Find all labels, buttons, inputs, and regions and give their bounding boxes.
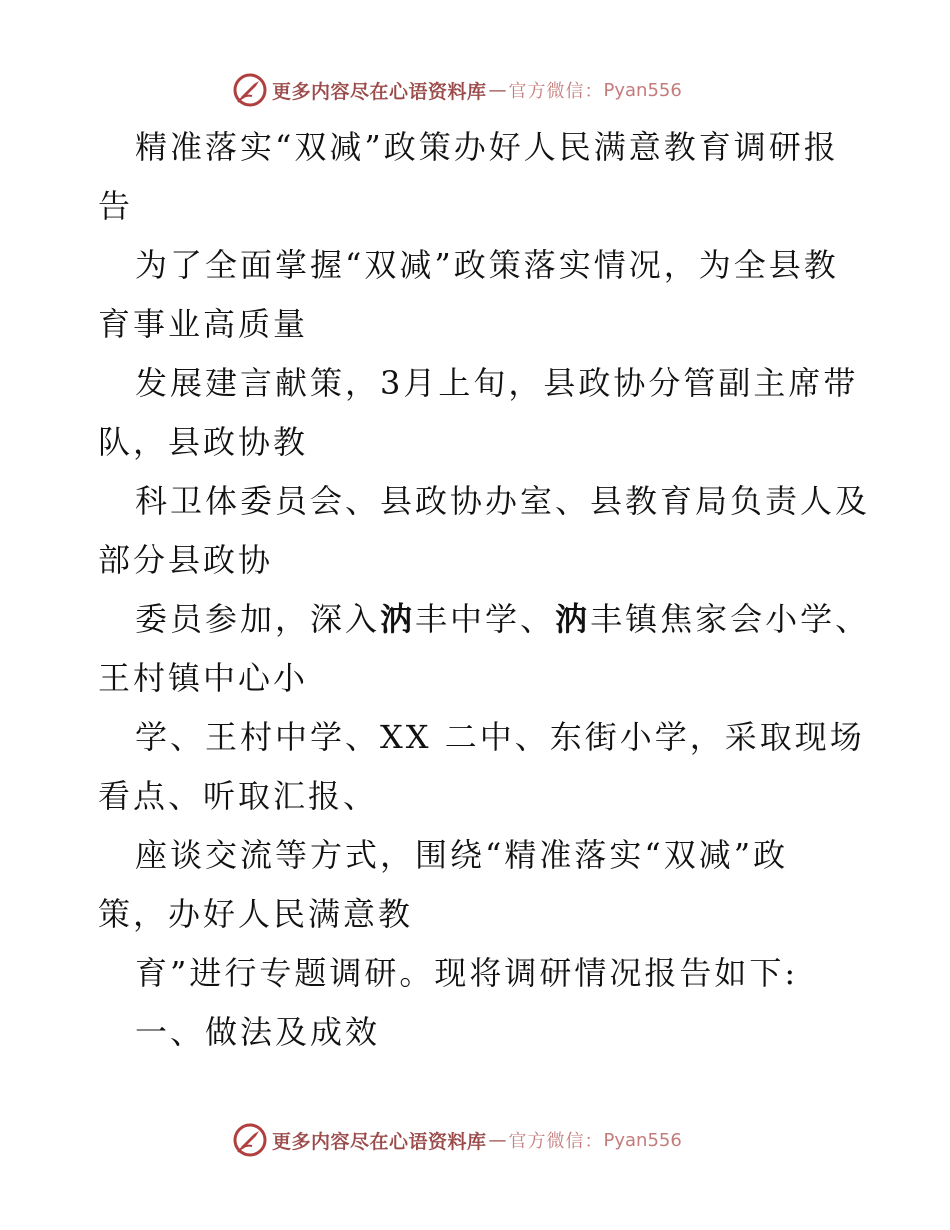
banner-title: 更多内容尽在心语资料库 — [272, 80, 487, 103]
pen-logo-icon — [232, 1122, 268, 1158]
emphasized-character: 汭 — [555, 600, 591, 638]
paragraph-line: 学、王村中学、XX 二中、东街小学，采取现场 — [135, 718, 865, 756]
paragraph-text-segment: 委员参加，深入 — [135, 600, 381, 638]
section-heading: 一、做法及成效 — [135, 1013, 381, 1051]
document-title-line-continued: 告 — [98, 187, 134, 225]
pen-logo-icon — [232, 72, 268, 108]
paragraph-text-segment: 丰镇焦家会小学、 — [590, 600, 871, 638]
paragraph-line: 部分县政协 — [98, 541, 274, 579]
banner-wechat-handle: Pyan556 — [603, 79, 682, 101]
banner-dash: — — [488, 1129, 507, 1151]
banner-contact-label: 官方微信： — [508, 1131, 604, 1152]
paragraph-text-segment: 丰中学、 — [415, 600, 556, 638]
paragraph-line: 育”进行专题调研。现将调研情况报告如下: — [135, 954, 799, 992]
header-banner — [0, 70, 950, 110]
emphasized-character: 汭 — [380, 600, 416, 638]
paragraph-line: 发展建言献策，3月上旬，县政协分管副主席带 — [135, 364, 859, 402]
footer-banner-content — [232, 1122, 682, 1158]
paragraph-line: 王村镇中心小 — [98, 659, 309, 697]
paragraph-line: 策，办好人民满意教 — [98, 895, 414, 933]
document-title-line: 精准落实“双减”政策办好人民满意教育调研报 — [135, 128, 839, 166]
footer-banner — [0, 1120, 950, 1160]
header-banner-content — [232, 72, 682, 108]
paragraph-line — [98, 590, 871, 649]
paragraph-line: 育事业高质量 — [98, 305, 309, 343]
paragraph-line: 队，县政协教 — [98, 423, 309, 461]
paragraph-line: 座谈交流等方式，围绕“精准落实“双减”政 — [135, 836, 789, 874]
banner-dash: — — [488, 79, 507, 101]
banner-title: 更多内容尽在心语资料库 — [272, 1130, 487, 1153]
paragraph-line: 为了全面掌握“双减”政策落实情况，为全县教 — [135, 246, 839, 284]
banner-contact-label: 官方微信： — [508, 81, 604, 102]
paragraph-line: 科卫体委员会、县政协办室、县教育局负责人及 — [135, 482, 871, 520]
paragraph-line: 看点、听取汇报、 — [98, 777, 379, 815]
banner-wechat-handle: Pyan556 — [603, 1129, 682, 1151]
document-body — [98, 118, 871, 1062]
